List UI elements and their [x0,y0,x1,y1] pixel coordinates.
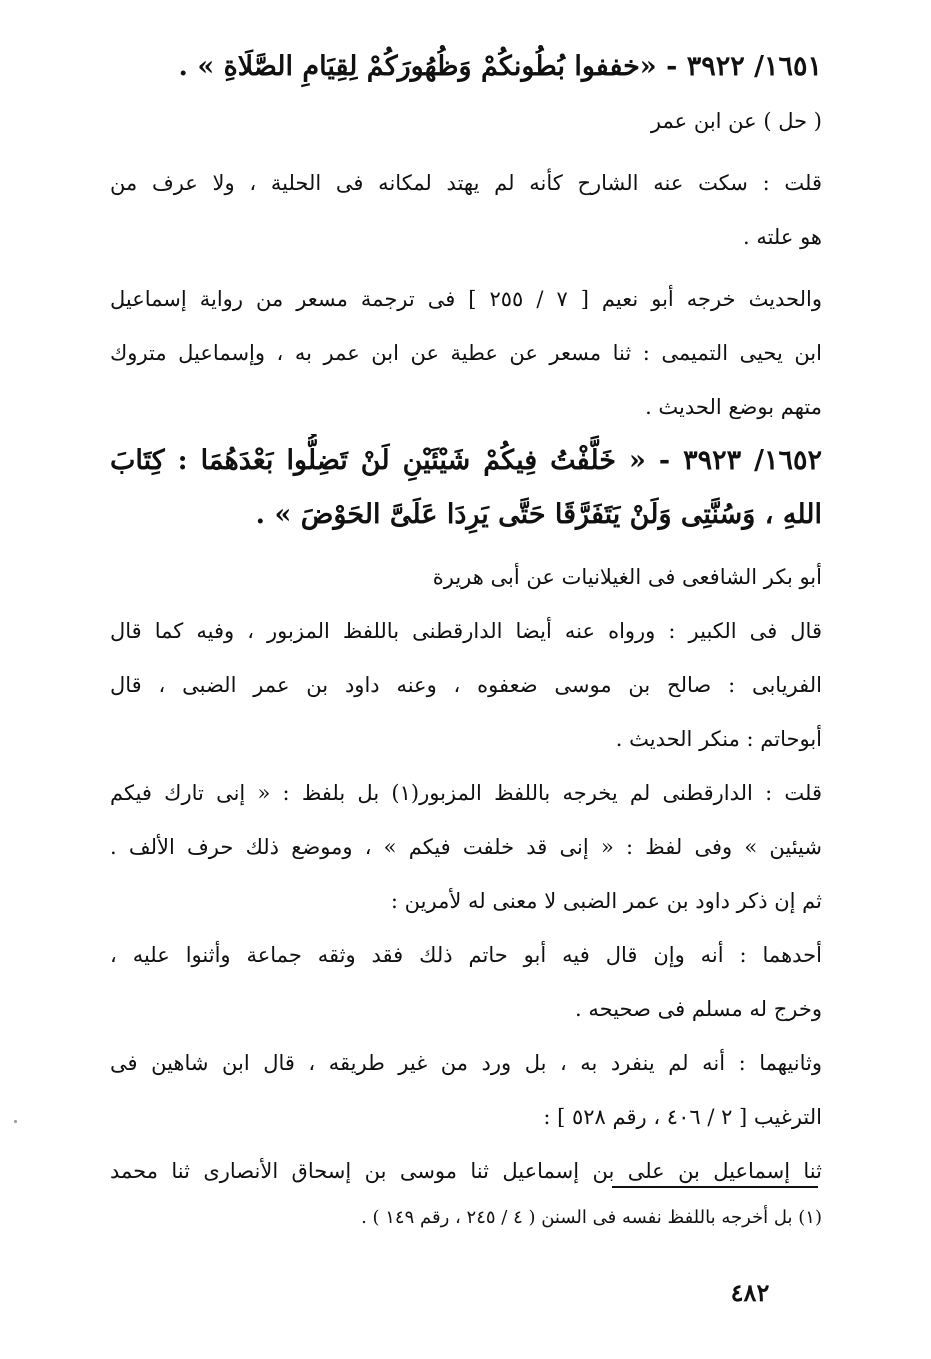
source-line: ( حل ) عن ابن عمر [650,109,822,133]
commentary-line: أبوحاتم : منكر الحديث . [615,727,822,751]
hadith-3923-line: ١٦٥٢/ ٣٩٢٣ - « خَلَّفْتُ فِيكُمْ شَيْئَيْنِ لَنْ تَضِلُّوا بَعْدَهُمَا : كِتَابَ [110,445,822,476]
source-line: أبو بكر الشافعى فى الغيلانيات عن أبى هريرة [432,565,822,589]
commentary-line: أحدهما : أنه وإن قال فيه أبو حاتم ذلك فقد وثقه جماعة وأثنوا عليه ، [110,943,822,967]
page-number: ٤٨٢ [730,1278,770,1307]
commentary-line: الفريابى : صالح بن موسى ضعفوه ، وعنه داود بن عمر الضبى ، قال [110,673,822,697]
page-body [110,40,822,1198]
commentary-line: ابن يحيى التميمى : ثنا مسعر عن عطية عن ابن عمر به ، وإسماعيل متروك [110,341,822,365]
commentary-line: وثانيهما : أنه لم ينفرد به ، بل ورد من غير طريقه ، قال ابن شاهين فى [110,1051,822,1075]
paragraph-gap [110,264,822,272]
paragraph-gap [110,148,822,156]
commentary-line: الترغيب [ ٢ / ٤٠٦ ، رقم ٥٢٨ ] : [543,1105,822,1129]
commentary-line: وخرج له مسلم فى صحيحه . [575,997,822,1021]
paragraph-gap [110,542,822,550]
margin-mark [14,1120,17,1123]
hadith-3923-line: اللهِ ، وَسُنَّتِى وَلَنْ يَتَفَرَّقَا حَتَّى يَرِدَا عَلَىَّ الحَوْضَ » . [255,499,822,530]
footnote: (١) بل أخرجه باللفظ نفسه فى السنن ( ٤ / ٢٤٥ ، رقم ١٤٩ ) . [361,1207,822,1228]
commentary-line: قال فى الكبير : ورواه عنه أيضا الدارقطنى باللفظ المزبور ، وفيه كما قال [110,619,822,643]
commentary-line: متهم بوضع الحديث . [645,395,822,419]
commentary-line: شيئين » وفى لفظ : « إنى قد خلفت فيكم » ، وموضع ذلك حرف الألف . [110,835,822,859]
commentary-line: ثنا إسماعيل بن على بن إسماعيل ثنا موسى بن إسحاق الأنصارى ثنا محمد [110,1159,822,1183]
commentary-line: ثم إن ذكر داود بن عمر الضبى لا معنى له لأمرين : [390,889,822,913]
commentary-line: هو علته . [742,225,822,249]
commentary-line: قلت : سكت عنه الشارح كأنه لم يهتد لمكانه فى الحلية ، ولا عرف من [110,171,822,195]
commentary-line: قلت : الدارقطنى لم يخرجه باللفظ المزبور(١) بل بلفظ : « إنى تارك فيكم [110,781,822,805]
footnote-divider [612,1186,818,1188]
hadith-3922-line: ١٦٥١/ ٣٩٢٢ - «خففوا بُطُونكُمْ وَظُهُورَكُمْ لِقِيَامِ الصَّلَاةِ » . [178,51,822,82]
commentary-line: والحديث خرجه أبو نعيم [ ٧ / ٢٥٥ ] فى ترجمة مسعر من رواية إسماعيل [110,287,822,311]
